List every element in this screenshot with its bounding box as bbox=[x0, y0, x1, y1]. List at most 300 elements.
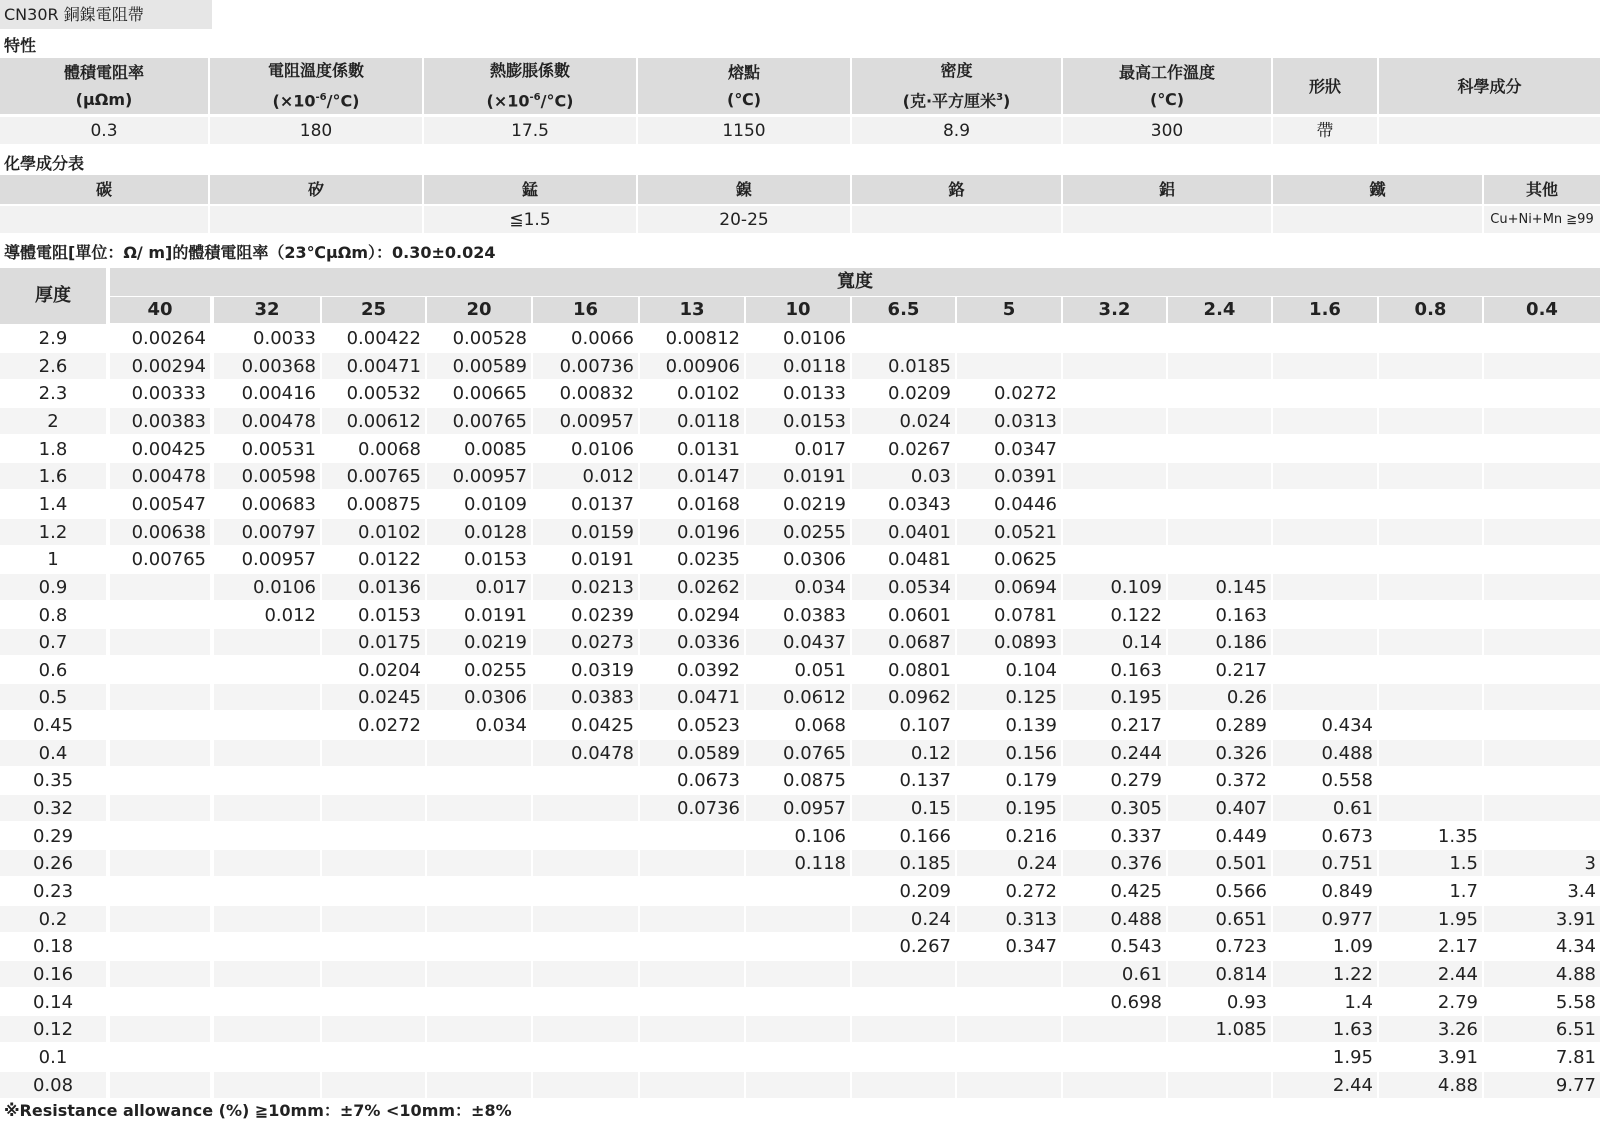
thickness-cell: 0.9 bbox=[0, 574, 106, 600]
property-value: 8.9 bbox=[852, 117, 1061, 144]
resistance-cell: 0.0625 bbox=[957, 546, 1061, 572]
resistance-cell bbox=[110, 989, 210, 1015]
resistance-cell bbox=[1273, 353, 1377, 379]
resistance-cell: 0.326 bbox=[1168, 740, 1271, 766]
resistance-cell bbox=[746, 989, 850, 1015]
resistance-cell bbox=[322, 961, 425, 987]
resistance-cell bbox=[1273, 657, 1377, 683]
resistance-cell: 0.0131 bbox=[640, 436, 744, 462]
resistance-cell bbox=[322, 878, 425, 904]
resistance-cell: 0.0437 bbox=[746, 629, 850, 655]
resistance-cell bbox=[1379, 657, 1482, 683]
resistance-cell bbox=[1484, 546, 1600, 572]
resistance-cell: 0.017 bbox=[746, 436, 850, 462]
resistance-cell bbox=[1379, 684, 1482, 710]
resistance-cell bbox=[1484, 519, 1600, 545]
property-header bbox=[852, 58, 1061, 114]
resistance-cell: 0.00416 bbox=[214, 380, 320, 406]
resistance-cell bbox=[1063, 1044, 1166, 1070]
resistance-cell: 0.0875 bbox=[746, 767, 850, 793]
resistance-cell bbox=[1168, 325, 1271, 351]
resistance-cell: 0.0957 bbox=[746, 795, 850, 821]
resistance-cell bbox=[1168, 519, 1271, 545]
resistance-cell: 0.0106 bbox=[214, 574, 320, 600]
resistance-cell: 1.7 bbox=[1379, 878, 1482, 904]
resistance-cell bbox=[1379, 436, 1482, 462]
resistance-cell bbox=[640, 961, 744, 987]
thickness-cell: 0.6 bbox=[0, 657, 106, 683]
resistance-cell: 0.0401 bbox=[852, 519, 955, 545]
resistance-cell bbox=[1273, 519, 1377, 545]
resistance-cell bbox=[1484, 740, 1600, 766]
resistance-cell bbox=[1273, 629, 1377, 655]
resistance-cell bbox=[533, 878, 638, 904]
resistance-cell bbox=[746, 1072, 850, 1098]
width-column-header: 20 bbox=[427, 297, 531, 323]
width-column-header: 32 bbox=[214, 297, 320, 323]
resistance-cell bbox=[1379, 574, 1482, 600]
resistance-cell bbox=[214, 740, 320, 766]
resistance-cell bbox=[110, 684, 210, 710]
resistance-cell bbox=[214, 1072, 320, 1098]
resistance-cell: 0.0336 bbox=[640, 629, 744, 655]
resistance-cell: 0.00638 bbox=[110, 519, 210, 545]
product-title: CN30R 銅鎳電阻帶 bbox=[0, 0, 212, 29]
resistance-cell bbox=[322, 906, 425, 932]
resistance-cell: 4.88 bbox=[1379, 1072, 1482, 1098]
resistance-cell bbox=[533, 795, 638, 821]
resistance-cell: 3 bbox=[1484, 850, 1600, 876]
resistance-cell: 0.0239 bbox=[533, 602, 638, 628]
resistance-cell bbox=[533, 906, 638, 932]
resistance-cell bbox=[1273, 546, 1377, 572]
property-header-name: 體積電阻率 bbox=[63, 63, 144, 82]
resistance-cell: 0.0109 bbox=[427, 491, 531, 517]
thickness-header: 厚度 bbox=[0, 268, 106, 324]
thickness-cell: 1.2 bbox=[0, 519, 106, 545]
thickness-cell: 2.3 bbox=[0, 380, 106, 406]
resistance-cell: 0.12 bbox=[852, 740, 955, 766]
resistance-cell: 0.00957 bbox=[214, 546, 320, 572]
resistance-cell: 0.0085 bbox=[427, 436, 531, 462]
resistance-cell bbox=[1063, 436, 1166, 462]
resistance-cell bbox=[110, 850, 210, 876]
resistance-cell bbox=[1484, 408, 1600, 434]
resistance-cell bbox=[427, 767, 531, 793]
resistance-cell: 0.347 bbox=[957, 933, 1061, 959]
resistance-cell: 1.63 bbox=[1273, 1016, 1377, 1042]
chemistry-value: ≦1.5 bbox=[424, 206, 636, 233]
resistance-cell bbox=[110, 961, 210, 987]
resistance-cell: 0.137 bbox=[852, 767, 955, 793]
resistance-cell bbox=[1063, 1016, 1166, 1042]
resistance-cell bbox=[322, 1016, 425, 1042]
resistance-cell bbox=[214, 823, 320, 849]
resistance-cell: 1.5 bbox=[1379, 850, 1482, 876]
chemistry-header: 鋁 bbox=[1063, 175, 1271, 204]
resistance-cell bbox=[852, 1016, 955, 1042]
resistance-cell bbox=[1168, 436, 1271, 462]
resistance-cell: 0.0687 bbox=[852, 629, 955, 655]
property-value: 180 bbox=[210, 117, 422, 144]
resistance-cell bbox=[322, 933, 425, 959]
width-column-header: 6.5 bbox=[852, 297, 955, 323]
resistance-cell: 0.104 bbox=[957, 657, 1061, 683]
resistance-cell: 0.407 bbox=[1168, 795, 1271, 821]
resistance-cell: 0.313 bbox=[957, 906, 1061, 932]
resistance-cell: 0.179 bbox=[957, 767, 1061, 793]
resistance-cell: 0.00478 bbox=[214, 408, 320, 434]
resistance-cell: 0.0673 bbox=[640, 767, 744, 793]
resistance-cell: 0.186 bbox=[1168, 629, 1271, 655]
property-header-unit: $(\times 10^{-6}/^\circ C)$ bbox=[272, 91, 360, 111]
resistance-cell bbox=[1379, 380, 1482, 406]
property-header-name: 熔點 bbox=[727, 63, 760, 82]
chemistry-header: 矽 bbox=[210, 175, 422, 204]
resistance-cell bbox=[746, 878, 850, 904]
resistance-cell: 0.751 bbox=[1273, 850, 1377, 876]
thickness-cell: 1.8 bbox=[0, 436, 106, 462]
property-header-name: 形狀 bbox=[1308, 76, 1341, 96]
resistance-cell: 0.0136 bbox=[322, 574, 425, 600]
resistance-cell: 0.0294 bbox=[640, 602, 744, 628]
resistance-cell: 1.22 bbox=[1273, 961, 1377, 987]
resistance-cell bbox=[533, 989, 638, 1015]
property-header-name: 熱膨脹係數 bbox=[489, 61, 570, 81]
resistance-cell bbox=[746, 933, 850, 959]
resistance-cell: 0.03 bbox=[852, 463, 955, 489]
resistance-cell: 0.051 bbox=[746, 657, 850, 683]
resistance-cell: 0.00906 bbox=[640, 353, 744, 379]
chemistry-value bbox=[1063, 206, 1271, 233]
resistance-cell bbox=[1379, 712, 1482, 738]
resistance-cell: 0.24 bbox=[957, 850, 1061, 876]
resistance-cell bbox=[322, 1072, 425, 1098]
resistance-cell bbox=[427, 961, 531, 987]
resistance-cell: 0.977 bbox=[1273, 906, 1377, 932]
resistance-cell bbox=[1273, 408, 1377, 434]
resistance-cell bbox=[1379, 740, 1482, 766]
resistance-cell: 0.163 bbox=[1063, 657, 1166, 683]
resistance-cell: 0.0962 bbox=[852, 684, 955, 710]
resistance-cell bbox=[640, 878, 744, 904]
resistance-cell: 1.95 bbox=[1379, 906, 1482, 932]
resistance-cell: 0.0534 bbox=[852, 574, 955, 600]
resistance-cell: 0.00422 bbox=[322, 325, 425, 351]
resistance-cell: 0.00598 bbox=[214, 463, 320, 489]
resistance-cell bbox=[640, 1044, 744, 1070]
chemistry-value bbox=[0, 206, 208, 233]
width-header: 寬度 bbox=[110, 268, 1600, 296]
thickness-cell: 0.7 bbox=[0, 629, 106, 655]
resistance-cell: 0.0185 bbox=[852, 353, 955, 379]
resistance-cell: 0.723 bbox=[1168, 933, 1271, 959]
thickness-cell: 0.4 bbox=[0, 740, 106, 766]
resistance-cell: 0.034 bbox=[746, 574, 850, 600]
resistance-cell bbox=[533, 1016, 638, 1042]
resistance-cell bbox=[852, 961, 955, 987]
resistance-cell bbox=[852, 325, 955, 351]
chemistry-header: 鐵 bbox=[1273, 175, 1482, 204]
resistance-cell: 0.0801 bbox=[852, 657, 955, 683]
resistance-cell bbox=[110, 1016, 210, 1042]
resistance-cell: 0.00797 bbox=[214, 519, 320, 545]
resistance-cell: 0.0347 bbox=[957, 436, 1061, 462]
resistance-cell bbox=[640, 850, 744, 876]
resistance-cell bbox=[110, 933, 210, 959]
resistance-cell bbox=[1168, 408, 1271, 434]
property-header-unit: $(\times 10^{-6}/^\circ C)$ bbox=[486, 91, 574, 111]
resistance-cell: 0.0137 bbox=[533, 491, 638, 517]
resistance-cell bbox=[746, 961, 850, 987]
resistance-cell bbox=[533, 767, 638, 793]
resistance-cell: 0.0319 bbox=[533, 657, 638, 683]
property-header bbox=[1063, 58, 1271, 114]
resistance-cell: 0.217 bbox=[1168, 657, 1271, 683]
resistance-cell: 0.0118 bbox=[640, 408, 744, 434]
resistance-cell bbox=[1168, 1044, 1271, 1070]
resistance-cell bbox=[214, 795, 320, 821]
resistance-cell: 0.024 bbox=[852, 408, 955, 434]
resistance-cell: 0.376 bbox=[1063, 850, 1166, 876]
resistance-cell: 0.00383 bbox=[110, 408, 210, 434]
resistance-cell bbox=[746, 1016, 850, 1042]
resistance-label: 導體電阻[單位：Ω/ m]的體積電阻率（23℃μΩm）：0.30±0.024 bbox=[4, 243, 496, 262]
chemistry-value: Cu+Ni+Mn ≧99 bbox=[1484, 206, 1600, 233]
resistance-cell bbox=[110, 767, 210, 793]
resistance-cell: 0.118 bbox=[746, 850, 850, 876]
resistance-cell: 4.34 bbox=[1484, 933, 1600, 959]
resistance-cell bbox=[214, 684, 320, 710]
resistance-cell bbox=[1484, 795, 1600, 821]
resistance-cell: 0.00589 bbox=[427, 353, 531, 379]
resistance-cell: 0.566 bbox=[1168, 878, 1271, 904]
resistance-cell bbox=[533, 850, 638, 876]
property-header-name: 密度 bbox=[940, 61, 973, 81]
resistance-cell bbox=[1379, 795, 1482, 821]
resistance-cell bbox=[214, 906, 320, 932]
property-header bbox=[0, 58, 208, 114]
resistance-cell: 0.0255 bbox=[427, 657, 531, 683]
resistance-cell: 0.0066 bbox=[533, 325, 638, 351]
resistance-cell: 0.122 bbox=[1063, 602, 1166, 628]
resistance-cell: 0.00957 bbox=[427, 463, 531, 489]
resistance-cell: 0.0523 bbox=[640, 712, 744, 738]
resistance-cell: 0.673 bbox=[1273, 823, 1377, 849]
resistance-cell bbox=[1484, 491, 1600, 517]
property-value bbox=[1379, 117, 1600, 144]
resistance-cell bbox=[110, 602, 210, 628]
resistance-cell: 0.289 bbox=[1168, 712, 1271, 738]
resistance-cell bbox=[1379, 519, 1482, 545]
resistance-cell: 1.09 bbox=[1273, 933, 1377, 959]
resistance-cell: 1.085 bbox=[1168, 1016, 1271, 1042]
resistance-cell: 0.00532 bbox=[322, 380, 425, 406]
resistance-cell bbox=[640, 933, 744, 959]
resistance-cell: 0.00832 bbox=[533, 380, 638, 406]
resistance-cell: 0.00612 bbox=[322, 408, 425, 434]
property-value: 帶 bbox=[1273, 117, 1377, 144]
resistance-cell: 0.0191 bbox=[427, 602, 531, 628]
resistance-cell: 0.61 bbox=[1063, 961, 1166, 987]
resistance-cell: 0.0601 bbox=[852, 602, 955, 628]
resistance-cell bbox=[1484, 325, 1600, 351]
resistance-cell bbox=[1484, 380, 1600, 406]
thickness-cell: 0.18 bbox=[0, 933, 106, 959]
chemistry-value bbox=[210, 206, 422, 233]
resistance-cell: 0.00547 bbox=[110, 491, 210, 517]
resistance-cell: 0.0102 bbox=[322, 519, 425, 545]
resistance-cell: 0.434 bbox=[1273, 712, 1377, 738]
resistance-cell bbox=[640, 906, 744, 932]
resistance-cell: 0.0122 bbox=[322, 546, 425, 572]
resistance-cell: 0.0033 bbox=[214, 325, 320, 351]
resistance-cell: 0.00425 bbox=[110, 436, 210, 462]
resistance-cell: 0.0781 bbox=[957, 602, 1061, 628]
property-value: 17.5 bbox=[424, 117, 636, 144]
resistance-cell: 0.651 bbox=[1168, 906, 1271, 932]
thickness-cell: 1.6 bbox=[0, 463, 106, 489]
resistance-cell: 0.034 bbox=[427, 712, 531, 738]
resistance-cell bbox=[110, 657, 210, 683]
resistance-cell bbox=[746, 906, 850, 932]
property-header-unit: (℃) bbox=[727, 90, 761, 109]
resistance-cell: 0.217 bbox=[1063, 712, 1166, 738]
resistance-cell: 0.00875 bbox=[322, 491, 425, 517]
resistance-cell bbox=[214, 657, 320, 683]
property-header bbox=[424, 58, 636, 114]
resistance-cell bbox=[110, 740, 210, 766]
resistance-cell: 0.216 bbox=[957, 823, 1061, 849]
resistance-cell: 0.0102 bbox=[640, 380, 744, 406]
resistance-cell bbox=[533, 1044, 638, 1070]
resistance-cell bbox=[214, 1016, 320, 1042]
resistance-cell: 0.0392 bbox=[640, 657, 744, 683]
resistance-cell bbox=[852, 1072, 955, 1098]
resistance-cell bbox=[1273, 380, 1377, 406]
resistance-cell: 0.0213 bbox=[533, 574, 638, 600]
resistance-cell: 0.0273 bbox=[533, 629, 638, 655]
resistance-cell bbox=[110, 1044, 210, 1070]
resistance-cell: 1.35 bbox=[1379, 823, 1482, 849]
resistance-cell: 0.00683 bbox=[214, 491, 320, 517]
chemistry-section-label: 化學成分表 bbox=[4, 154, 85, 173]
property-header bbox=[1273, 58, 1377, 114]
resistance-cell: 0.00294 bbox=[110, 353, 210, 379]
resistance-cell bbox=[533, 1072, 638, 1098]
resistance-cell bbox=[1168, 1072, 1271, 1098]
resistance-cell: 0.61 bbox=[1273, 795, 1377, 821]
resistance-cell: 0.0255 bbox=[746, 519, 850, 545]
resistance-cell bbox=[1063, 380, 1166, 406]
resistance-cell: 0.00478 bbox=[110, 463, 210, 489]
resistance-cell bbox=[1484, 436, 1600, 462]
resistance-cell: 0.00531 bbox=[214, 436, 320, 462]
resistance-cell: 0.195 bbox=[957, 795, 1061, 821]
resistance-cell bbox=[427, 823, 531, 849]
resistance-cell: 0.698 bbox=[1063, 989, 1166, 1015]
resistance-cell bbox=[1273, 436, 1377, 462]
resistance-cell bbox=[1273, 574, 1377, 600]
resistance-cell: 0.0306 bbox=[427, 684, 531, 710]
width-column-header: 40 bbox=[110, 297, 210, 323]
resistance-cell: 0.012 bbox=[214, 602, 320, 628]
resistance-cell: 0.0391 bbox=[957, 463, 1061, 489]
footer-note: ※Resistance allowance (%) ≧10mm：±7% <10mm：±8% bbox=[4, 1101, 512, 1120]
resistance-cell bbox=[957, 1072, 1061, 1098]
resistance-cell bbox=[1273, 684, 1377, 710]
resistance-cell: 0.0175 bbox=[322, 629, 425, 655]
resistance-cell: 0.543 bbox=[1063, 933, 1166, 959]
property-header-unit: (μΩm) bbox=[75, 90, 133, 109]
resistance-cell bbox=[957, 1016, 1061, 1042]
thickness-cell: 0.5 bbox=[0, 684, 106, 710]
resistance-cell: 0.0219 bbox=[746, 491, 850, 517]
resistance-cell bbox=[1063, 546, 1166, 572]
property-header bbox=[638, 58, 850, 114]
resistance-cell: 0.501 bbox=[1168, 850, 1271, 876]
thickness-cell: 0.08 bbox=[0, 1072, 106, 1098]
resistance-cell: 0.0736 bbox=[640, 795, 744, 821]
resistance-cell: 0.814 bbox=[1168, 961, 1271, 987]
resistance-cell bbox=[1484, 712, 1600, 738]
resistance-cell bbox=[322, 740, 425, 766]
resistance-cell: 0.163 bbox=[1168, 602, 1271, 628]
resistance-cell: 6.51 bbox=[1484, 1016, 1600, 1042]
resistance-cell bbox=[1379, 491, 1482, 517]
resistance-cell: 0.00765 bbox=[110, 546, 210, 572]
property-value: 0.3 bbox=[0, 117, 208, 144]
resistance-cell bbox=[427, 933, 531, 959]
resistance-cell bbox=[1379, 353, 1482, 379]
resistance-cell bbox=[1484, 574, 1600, 600]
resistance-cell bbox=[1273, 602, 1377, 628]
resistance-cell: 0.195 bbox=[1063, 684, 1166, 710]
property-header-unit: (克·平方厘米$^3$) bbox=[902, 91, 1011, 111]
resistance-cell: 0.488 bbox=[1063, 906, 1166, 932]
resistance-cell bbox=[214, 850, 320, 876]
resistance-cell: 0.425 bbox=[1063, 878, 1166, 904]
width-column-header: 1.6 bbox=[1273, 297, 1377, 323]
resistance-cell bbox=[214, 933, 320, 959]
resistance-cell bbox=[110, 795, 210, 821]
resistance-cell bbox=[746, 1044, 850, 1070]
resistance-cell: 0.0589 bbox=[640, 740, 744, 766]
width-column-header: 0.8 bbox=[1379, 297, 1482, 323]
resistance-cell: 0.012 bbox=[533, 463, 638, 489]
resistance-cell bbox=[1063, 1072, 1166, 1098]
resistance-cell bbox=[1168, 463, 1271, 489]
resistance-cell: 0.0191 bbox=[533, 546, 638, 572]
resistance-cell bbox=[214, 961, 320, 987]
resistance-cell: 0.0118 bbox=[746, 353, 850, 379]
resistance-cell: 5.58 bbox=[1484, 989, 1600, 1015]
resistance-cell bbox=[427, 1072, 531, 1098]
chemistry-header: 錳 bbox=[424, 175, 636, 204]
thickness-cell: 0.16 bbox=[0, 961, 106, 987]
thickness-cell: 0.23 bbox=[0, 878, 106, 904]
resistance-cell bbox=[322, 850, 425, 876]
resistance-cell bbox=[1063, 325, 1166, 351]
resistance-cell: 0.0153 bbox=[746, 408, 850, 434]
resistance-cell bbox=[1379, 629, 1482, 655]
resistance-cell bbox=[957, 989, 1061, 1015]
width-column-header: 2.4 bbox=[1168, 297, 1271, 323]
resistance-cell: 0.488 bbox=[1273, 740, 1377, 766]
resistance-cell: 0.305 bbox=[1063, 795, 1166, 821]
resistance-cell: 0.00368 bbox=[214, 353, 320, 379]
property-value: 300 bbox=[1063, 117, 1271, 144]
